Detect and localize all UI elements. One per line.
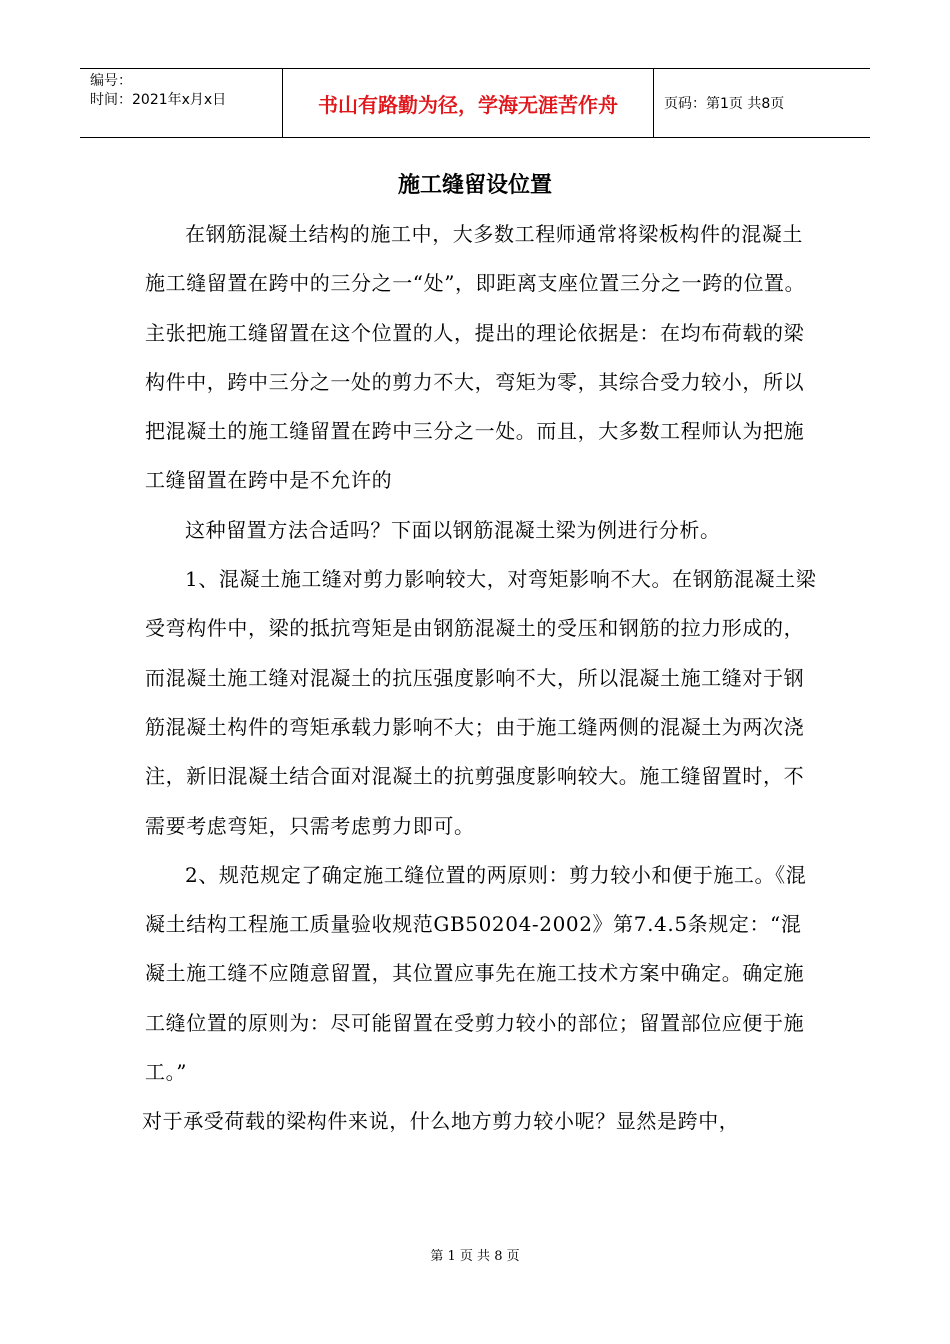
header-motto: 书山有路勤为径，学海无涯苦作舟 (282, 69, 654, 137)
page-footer: 第 1 页 共 8 页 (430, 1249, 520, 1264)
header-page-info: 页码：第1页 共8页 (664, 96, 785, 112)
document-time-label: 时间：2021年x月x日 (90, 92, 227, 108)
document-body (142, 210, 821, 1147)
paragraph: 2、规范规定了确定施工缝位置的两原则：剪力较小和便于施工。《混凝土结构工程施工质量验收规范GB50204-2002》第7.4.5条规定：“混凝土施工缝不应随意留置，其位置应事先在施工技术方案中确定。确定施工缝位置的原则为：尽可能留置在受剪力较小的部位；留置部位应便于施工。” (145, 862, 807, 1085)
paragraph: 这种留置方法合适吗？下面以钢筋混凝土梁为例进行分析。 (185, 517, 721, 542)
document-number-label: 编号： (90, 73, 132, 89)
document-title: 施工缝留设位置 (397, 172, 552, 198)
header-meta (80, 69, 282, 137)
paragraph: 对于承受荷载的梁构件来说，什么地方剪力较小呢？显然是跨中， (142, 1109, 740, 1134)
header-table (80, 68, 870, 138)
paragraph: 在钢筋混凝土结构的施工中，大多数工程师通常将梁板构件的混凝土施工缝留置在跨中的三分之一“处”，即距离支座位置三分之一跨的位置。主张把施工缝留置在这个位置的人，提出的理论依据是：在均布荷载的梁构件中，跨中三分之一处的剪力不大，弯矩为零，其综合受力较小，所以把混凝土的施工缝留置在跨中三分之一处。而且，大多数工程师认为把施工缝留置在跨中是不允许的 (145, 222, 806, 493)
paragraph: 1、混凝土施工缝对剪力影响较大，对弯矩影响不大。在钢筋混凝土梁受弯构件中，梁的抵抗弯矩是由钢筋混凝土的受压和钢筋的拉力形成的，而混凝土施工缝对混凝土的抗压强度影响不大，所以混凝土施工缝对于钢筋混凝土构件的弯矩承载力影响不大；由于施工缝两侧的混凝土为两次浇注，新旧混凝土结合面对混凝土的抗剪强度影响较大。施工缝留置时，不需要考虑弯矩，只需考虑剪力即可。 (145, 567, 817, 838)
